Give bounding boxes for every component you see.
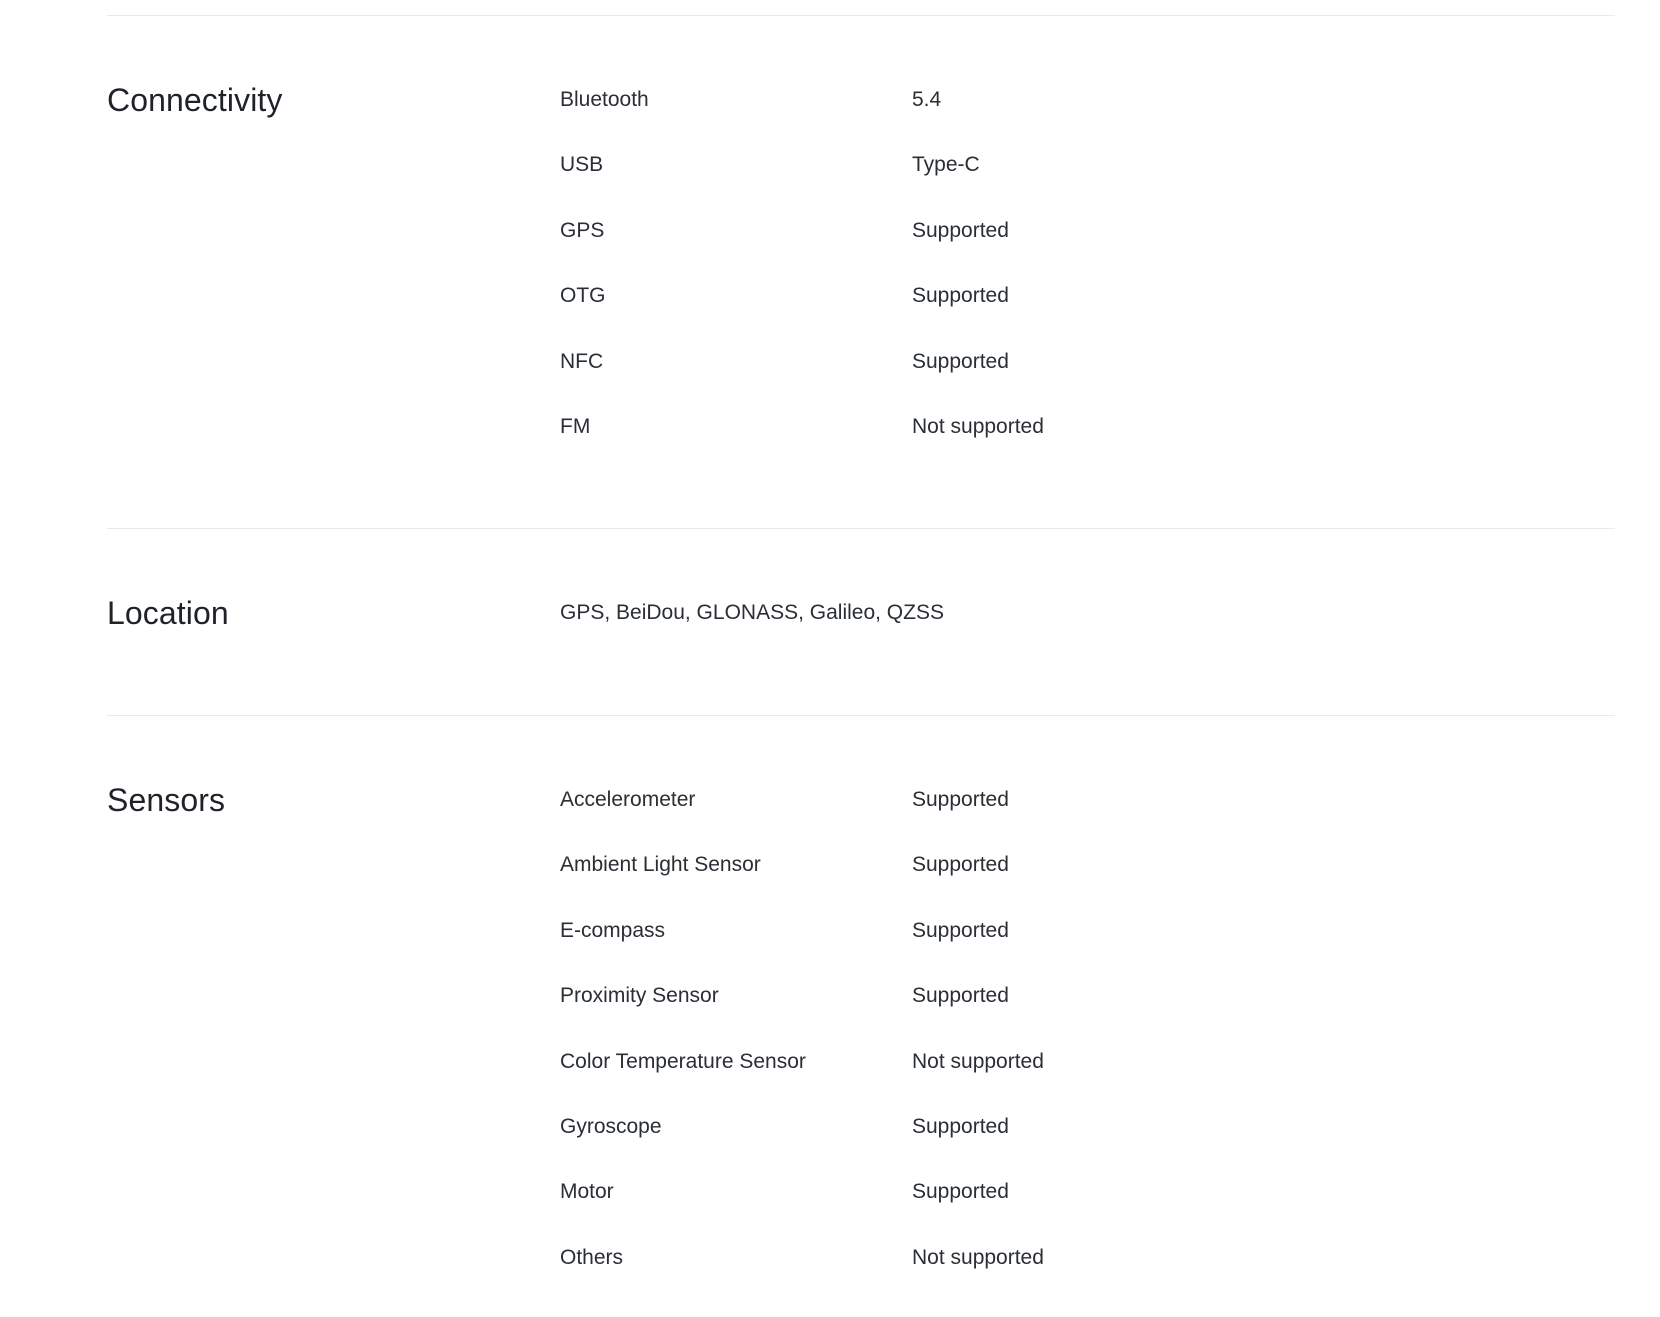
- spec-label: GPS: [560, 218, 605, 242]
- spec-label: FM: [560, 414, 591, 438]
- spec-value: Type-C: [912, 153, 980, 177]
- spec-value: Supported: [912, 984, 1009, 1008]
- spec-value: Not supported: [912, 1049, 1044, 1073]
- spec-label: NFC: [560, 349, 604, 373]
- spec-label: Accelerometer: [560, 788, 696, 811]
- spec-value: 5.4: [912, 88, 942, 111]
- spec-value: Supported: [912, 349, 1009, 373]
- section-title-connectivity: Connectivity: [107, 82, 283, 118]
- spec-value: Supported: [912, 918, 1009, 942]
- spec-label: Gyroscope: [560, 1114, 662, 1138]
- section-title-sensors: Sensors: [107, 782, 226, 818]
- spec-value: Supported: [912, 284, 1009, 308]
- spec-value: Not supported: [912, 414, 1044, 438]
- section-divider: [107, 715, 1615, 716]
- section-divider: [107, 15, 1615, 16]
- location-value: GPS, BeiDou, GLONASS, Galileo, QZSS: [560, 601, 944, 624]
- spec-label: OTG: [560, 284, 606, 308]
- spec-value: Supported: [912, 788, 1009, 811]
- spec-value: Supported: [912, 1180, 1009, 1204]
- spec-value: Supported: [912, 853, 1009, 877]
- spec-label: Ambient Light Sensor: [560, 853, 761, 877]
- spec-value: Supported: [912, 1114, 1009, 1138]
- spec-label: Others: [560, 1245, 624, 1269]
- spec-value: Not supported: [912, 1245, 1044, 1269]
- spec-label: Motor: [560, 1180, 614, 1204]
- spec-label: E-compass: [560, 918, 666, 942]
- spec-label: Proximity Sensor: [560, 984, 719, 1008]
- spec-label: USB: [560, 153, 604, 177]
- section-title-location: Location: [107, 595, 229, 631]
- section-divider: [107, 528, 1615, 529]
- spec-label: Color Temperature Sensor: [560, 1049, 806, 1073]
- spec-label: Bluetooth: [560, 88, 649, 111]
- spec-value: Supported: [912, 218, 1009, 242]
